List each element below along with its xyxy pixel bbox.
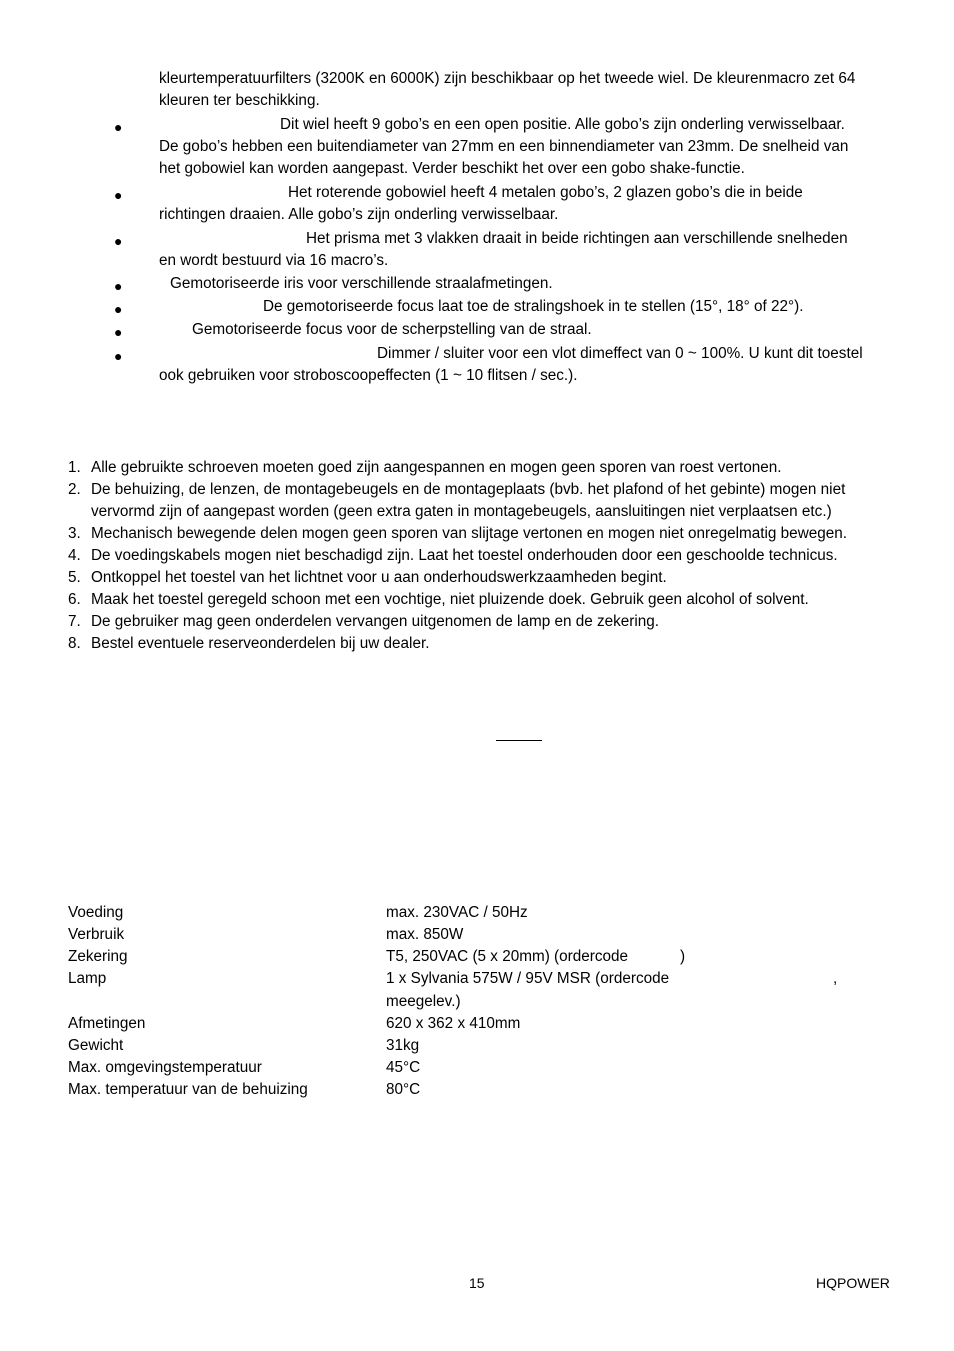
list-number: 7. (68, 613, 81, 630)
footer-brand: HQPOWER (816, 1275, 890, 1291)
bullet-icon: ● (114, 301, 123, 317)
list-item: De voedingskabels mogen niet beschadigd zijn. Laat het toestel onderhouden door een geschoolde technicus. (91, 547, 838, 564)
bullet-icon: ● (114, 187, 123, 203)
spec-value: 45°C (386, 1059, 421, 1076)
feature-bullet-text: De gemotoriseerde focus laat toe de stralingshoek in te stellen (15°, 18° of 22°). (263, 298, 804, 315)
spec-label: Max. temperatuur van de behuizing (68, 1081, 308, 1098)
list-number: 1. (68, 459, 81, 476)
feature-bullet-text: Het roterende gobowiel heeft 4 metalen gobo’s, 2 glazen gobo’s die in beide (288, 184, 803, 201)
spec-label: Verbruik (68, 926, 125, 943)
list-number: 8. (68, 635, 81, 652)
list-item: vervormd zijn of aangepast worden (geen extra gaten in montagebeugels, aansluitingen niet verplaatsen etc.) (91, 503, 832, 520)
list-item: Bestel eventuele reserveonderdelen bij uw dealer. (91, 635, 430, 652)
spec-label: Gewicht (68, 1037, 124, 1054)
section-divider (496, 740, 542, 741)
list-item: Ontkoppel het toestel van het lichtnet voor u aan onderhoudswerkzaamheden begint. (91, 569, 667, 586)
list-number: 3. (68, 525, 81, 542)
spec-label: Voeding (68, 904, 124, 921)
feature-bullet-text: Het prisma met 3 vlakken draait in beide richtingen aan verschillende snelheden (306, 230, 848, 247)
spec-value: 1 x Sylvania 575W / 95V MSR (ordercode (386, 970, 670, 987)
feature-bullet-text: het gobowiel kan worden aangepast. Verder beschikt het over een gobo shake-functie. (159, 160, 745, 177)
feature-intro-line: kleuren ter beschikking. (159, 92, 320, 109)
spec-label: Afmetingen (68, 1015, 146, 1032)
list-item: Mechanisch bewegende delen mogen geen sporen van slijtage vertonen en mogen niet onregelmatig bewegen. (91, 525, 848, 542)
list-number: 6. (68, 591, 81, 608)
spec-value: meegelev.) (386, 993, 461, 1010)
bullet-icon: ● (114, 233, 123, 249)
list-number: 4. (68, 547, 81, 564)
feature-bullet-text: Dimmer / sluiter voor een vlot dimeffect van 0 ~ 100%. U kunt dit toestel (377, 345, 863, 362)
spec-value: max. 230VAC / 50Hz (386, 904, 528, 921)
feature-bullet-text: Gemotoriseerde focus voor de scherpstelling van de straal. (192, 321, 592, 338)
feature-bullet-text: richtingen draaien. Alle gobo’s zijn onderling verwisselbaar. (159, 206, 559, 223)
bullet-icon: ● (114, 119, 123, 135)
spec-label: Lamp (68, 970, 107, 987)
list-number: 5. (68, 569, 81, 586)
spec-value: 620 x 362 x 410mm (386, 1015, 521, 1032)
feature-bullet-text: De gobo’s hebben een buitendiameter van 27mm en een binnendiameter van 23mm. De snelheid van (159, 138, 849, 155)
bullet-icon: ● (114, 348, 123, 364)
spec-label: Max. omgevingstemperatuur (68, 1059, 262, 1076)
feature-intro-line: kleurtemperatuurfilters (3200K en 6000K) zijn beschikbaar op het tweede wiel. De kleurenmacro zet 64 (159, 70, 856, 87)
spec-label: Zekering (68, 948, 128, 965)
spec-value: max. 850W (386, 926, 464, 943)
bullet-icon: ● (114, 324, 123, 340)
feature-bullet-text: Gemotoriseerde iris voor verschillende straalafmetingen. (170, 275, 553, 292)
list-item: De behuizing, de lenzen, de montagebeugels en de montageplaats (bvb. het plafond of het gebinte) mogen niet (91, 481, 846, 498)
spec-value: 80°C (386, 1081, 421, 1098)
feature-bullet-text: Dit wiel heeft 9 gobo’s en een open positie. Alle gobo’s zijn onderling verwisselbaar. (280, 116, 845, 133)
feature-bullet-text: ook gebruiken voor stroboscoopeffecten (1 ~ 10 flitsen / sec.). (159, 367, 578, 384)
bullet-icon: ● (114, 278, 123, 294)
spec-value: 31kg (386, 1037, 420, 1054)
spec-value: T5, 250VAC (5 x 20mm) (ordercode (386, 948, 629, 965)
spec-value-suffix: , (833, 970, 838, 987)
list-item: Alle gebruikte schroeven moeten goed zijn aangespannen en mogen geen sporen van roest vertonen. (91, 459, 782, 476)
page-number: 15 (469, 1275, 485, 1291)
spec-value-suffix: ) (680, 948, 686, 965)
list-number: 2. (68, 481, 81, 498)
list-item: De gebruiker mag geen onderdelen vervangen uitgenomen de lamp en de zekering. (91, 613, 660, 630)
list-item: Maak het toestel geregeld schoon met een vochtige, niet pluizende doek. Gebruik geen alcohol of solvent. (91, 591, 809, 608)
feature-bullet-text: en wordt bestuurd via 16 macro’s. (159, 252, 389, 269)
